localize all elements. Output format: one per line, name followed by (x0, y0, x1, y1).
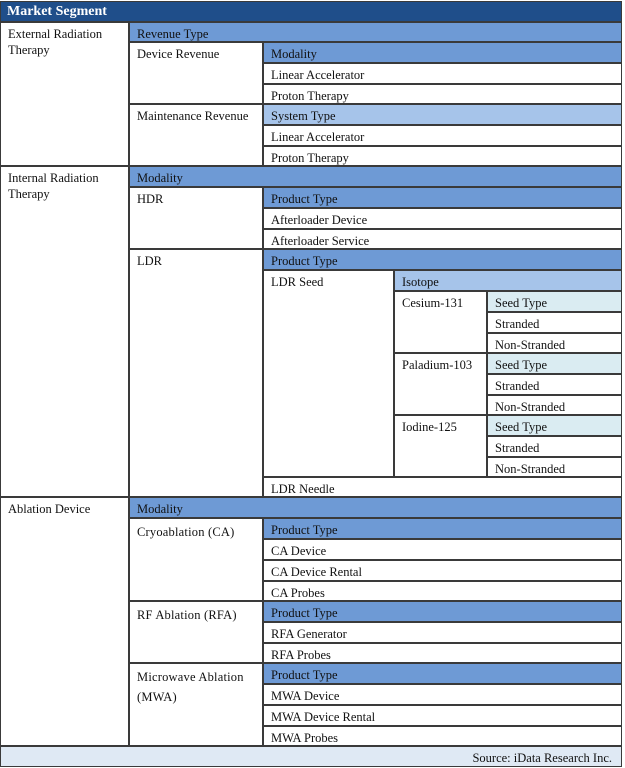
leaf-non-stranded: Non-Stranded (487, 333, 622, 353)
segment-external-radiation-therapy: External Radiation Therapy (0, 22, 129, 166)
leaf-mwa-device-rental: MWA Device Rental (263, 705, 622, 726)
leaf-non-stranded: Non-Stranded (487, 457, 622, 477)
segment-device-revenue: Device Revenue (129, 42, 263, 104)
segment-ldr: LDR (129, 249, 263, 497)
leaf-stranded: Stranded (487, 374, 622, 395)
segment-maintenance-revenue: Maintenance Revenue (129, 104, 263, 166)
leaf-proton-therapy: Proton Therapy (263, 84, 622, 104)
segment-microwave-ablation: Microwave Ablation (MWA) (129, 663, 263, 746)
segment-cesium-131: Cesium-131 (394, 291, 487, 353)
header-modality: Modality (129, 166, 622, 187)
header-seed-type: Seed Type (487, 415, 622, 436)
segment-hdr: HDR (129, 187, 263, 249)
leaf-mwa-probes: MWA Probes (263, 726, 622, 746)
leaf-stranded: Stranded (487, 312, 622, 333)
header-product-type: Product Type (263, 601, 622, 622)
title-bar: Market Segment (0, 1, 622, 22)
leaf-stranded: Stranded (487, 436, 622, 457)
segment-iodine-125: Iodine-125 (394, 415, 487, 477)
segment-ablation-device: Ablation Device (0, 497, 129, 746)
leaf-ca-device: CA Device (263, 539, 622, 560)
segment-cryoablation: Cryoablation (CA) (129, 518, 263, 601)
leaf-ca-probes: CA Probes (263, 581, 622, 601)
header-seed-type: Seed Type (487, 353, 622, 374)
header-product-type: Product Type (263, 518, 622, 539)
source-note: Source: iData Research Inc. (0, 746, 622, 767)
leaf-linear-accelerator: Linear Accelerator (263, 125, 622, 146)
segment-rf-ablation: RF Ablation (RFA) (129, 601, 263, 663)
header-system-type: System Type (263, 104, 622, 125)
header-isotope: Isotope (394, 270, 622, 291)
header-modality: Modality (263, 42, 622, 63)
header-modality: Modality (129, 497, 622, 518)
header-product-type: Product Type (263, 249, 622, 270)
leaf-mwa-device: MWA Device (263, 684, 622, 705)
header-product-type: Product Type (263, 663, 622, 684)
leaf-proton-therapy: Proton Therapy (263, 146, 622, 166)
leaf-linear-accelerator: Linear Accelerator (263, 63, 622, 84)
leaf-afterloader-device: Afterloader Device (263, 208, 622, 229)
header-product-type: Product Type (263, 187, 622, 208)
leaf-rfa-probes: RFA Probes (263, 643, 622, 663)
header-revenue-type: Revenue Type (129, 22, 622, 42)
header-seed-type: Seed Type (487, 291, 622, 312)
leaf-ca-device-rental: CA Device Rental (263, 560, 622, 581)
segment-internal-radiation-therapy: Internal Radiation Therapy (0, 166, 129, 497)
leaf-ldr-needle: LDR Needle (263, 477, 622, 497)
segment-ldr-seed: LDR Seed (263, 270, 394, 477)
segment-paladium-103: Paladium-103 (394, 353, 487, 415)
leaf-non-stranded: Non-Stranded (487, 395, 622, 415)
leaf-afterloader-service: Afterloader Service (263, 229, 622, 249)
leaf-rfa-generator: RFA Generator (263, 622, 622, 643)
